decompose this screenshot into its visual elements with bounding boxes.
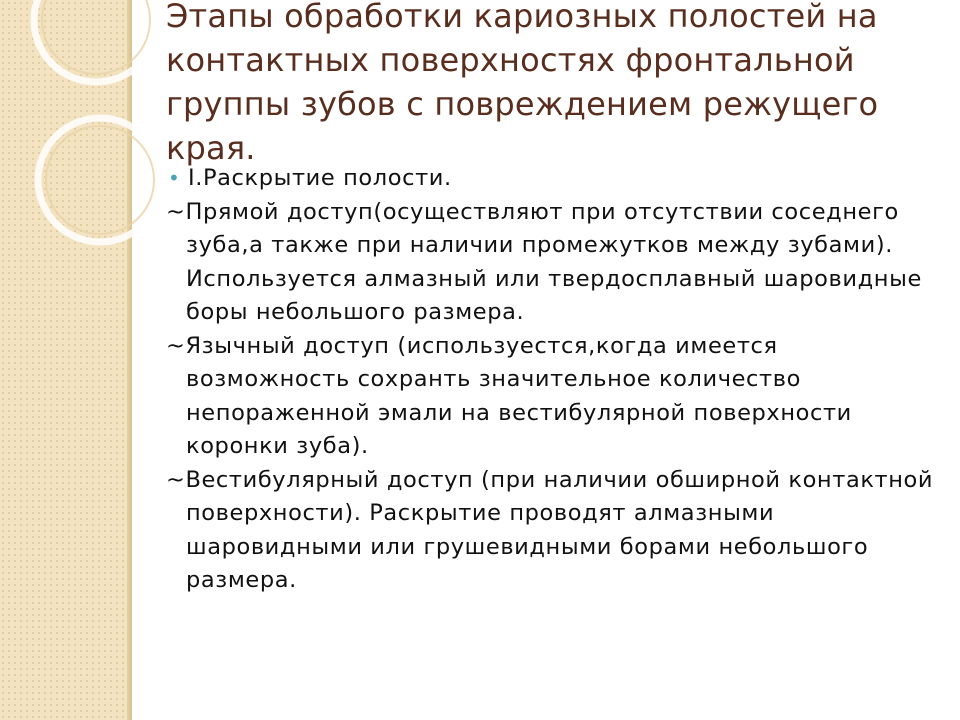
paragraph-lingual-access: ~Язычный доступ (используестся,когда имеется возможность сохранть значительное количество непораженной эмали на вестибулярной поверхности коронки зуба).	[166, 332, 852, 459]
bullet-text: I.Раскрытие полости.	[188, 165, 452, 191]
paragraph-vestibular-access: ~Вестибулярный доступ (при наличии обширной контактной поверхности). Раскрытие проводят алмазными шаровидными или грушевидными борами небольшого размера.	[166, 466, 934, 593]
decorative-rings	[0, 0, 180, 260]
slide-title: Этапы обработки кариозных полостей на контактных поверхностях фронтальной группы зубов с повреждением режущего края.	[166, 0, 879, 167]
bullet-dot-icon: •	[168, 166, 181, 190]
bullet-item	[166, 162, 936, 196]
slide-body	[166, 162, 936, 598]
paragraph-direct-access: ~Прямой доступ(осуществляют при отсутствии соседнего зуба,а также при наличии промежутков между зубами). Используется алмазный или твердосплавный шаровидные боры небольшого размера.	[166, 198, 922, 325]
